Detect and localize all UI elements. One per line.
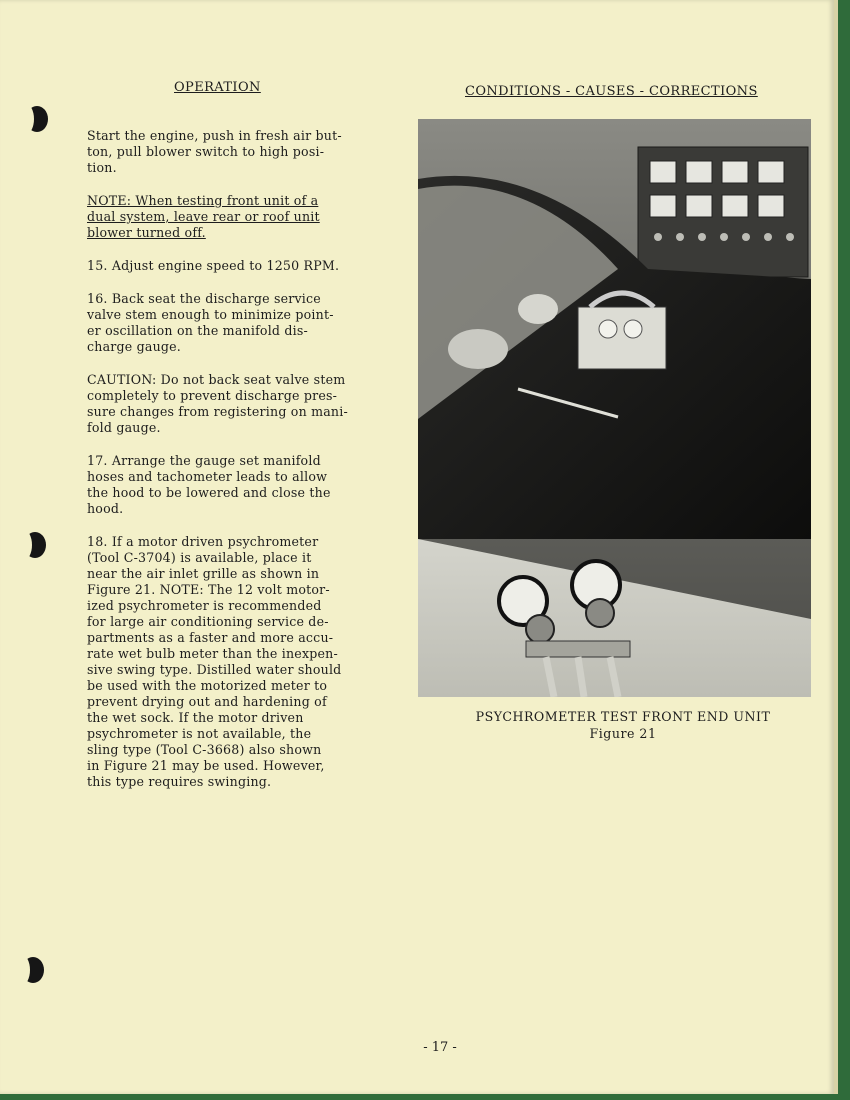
step-17: 17. Arrange the gauge set manifold hoses and tachometer leads to allow the hood to be lowered and close the hood. [87,453,331,516]
binder-hole [22,957,44,983]
page-bottom-edge [0,1094,850,1100]
section-header-conditions: CONDITIONS - CAUSES - CORRECTIONS [465,84,758,99]
figure-caption [418,708,828,742]
step-15: 15. Adjust engine speed to 1250 RPM. [87,258,340,273]
step-18: 18. If a motor driven psychrometer (Tool C-3704) is available, place it near the air inlet grille as shown in Figure 21. NOTE: The 12 volt motor- ized psychrometer is recommended for large air conditioning service de- partments as a faster and more accu- rate wet bulb meter than the inexpen- sive swing type. Distilled water should be used with the motorized meter to prevent drying out and hardening of the wet sock. If the motor driven psychrometer is not available, the sling type (Tool C-3668) also shown in Figure 21 may be used. However, this type requires swinging. [87,534,342,789]
binder-hole [24,532,46,558]
body-text-column [87,128,377,807]
figure-21-photo [418,119,811,697]
note-front-unit: NOTE: When testing front unit of a dual system, leave rear or roof unit blower turned off. [87,193,320,240]
psychrometer-photo-image [418,119,811,697]
step-16: 16. Back seat the discharge service valve stem enough to minimize point- er oscillation on the manifold dis- charge gauge. [87,291,334,354]
figure-caption-title: PSYCHROMETER TEST FRONT END UNIT [475,709,771,724]
figure-label: Figure 21 [589,726,657,741]
caution-text: CAUTION: Do not back seat valve stem completely to prevent discharge pres- sure changes from registering on mani- fold gauge. [87,372,348,435]
binder-hole [26,106,48,132]
page-number: - 17 - [423,1040,457,1055]
paragraph-start-engine: Start the engine, push in fresh air but- ton, pull blower switch to high posi- tion. [87,128,342,175]
section-header-operation: OPERATION [174,80,261,95]
page-edge [834,0,850,1100]
